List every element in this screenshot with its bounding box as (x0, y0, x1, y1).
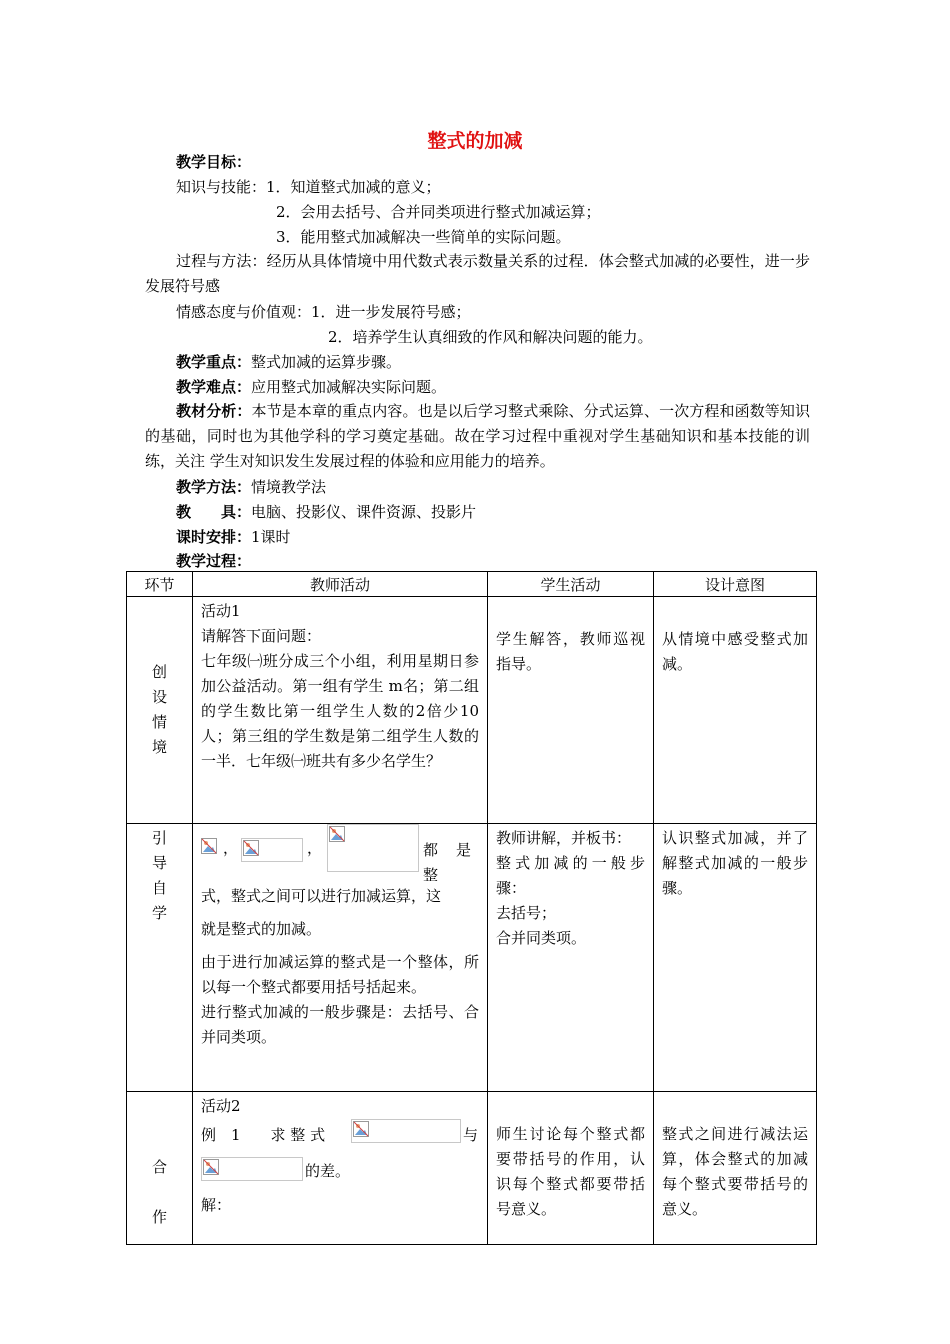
header-stage: 环节 (127, 572, 193, 597)
student-activity-cell: 学生解答，教师巡视指导。 (488, 597, 654, 824)
stage-char: 合 (151, 1158, 167, 1176)
analysis-paragraph: 教材分析：本节是本章的重点内容。也是以后学习整式乘除、分式运算、一次方程和函数等知识的基础，同时也为其他学科的学习奠定基础。故在学习过程中重视对学生基础知识和基本技能的训练，关注 学生对知识发生发展过程的体验和应用能力的培养。 (145, 402, 810, 470)
stage-cell (127, 597, 193, 824)
schedule: 课时安排：1课时 (176, 528, 291, 546)
expression-text: 都是整 (423, 841, 479, 884)
teacher-text: 式，整式之间可以进行加减运算，这 (201, 887, 442, 905)
student-text: 合并同类项。 (496, 929, 587, 947)
teacher-text: 由于进行加减运算的整式是一个整体，所以每一个整式都要用括号括起来。 (201, 953, 479, 996)
table-header-row (127, 572, 817, 597)
activity-title: 活动1 (201, 602, 241, 620)
stage-char: 设 (151, 688, 167, 706)
teacher-text: 就是整式的加减。 (201, 920, 322, 938)
stage-char: 作 (151, 1208, 167, 1226)
emotion-line-2: 2．培养学生认真细致的作风和解决问题的能力。 (328, 328, 653, 346)
activity-title: 活动2 (201, 1097, 241, 1115)
difficulty: 教学难点：应用整式加减解决实际问题。 (176, 378, 447, 396)
table-row (127, 597, 817, 824)
separator: ， (223, 839, 239, 857)
table-row (127, 1092, 817, 1245)
stage-char: 境 (151, 738, 167, 756)
image-placeholder-icon (351, 1119, 461, 1143)
example-text: 例 1 求 整 式 (201, 1126, 326, 1144)
key-point: 教学重点：整式加减的运算步骤。 (176, 353, 402, 371)
lesson-table (126, 571, 817, 1245)
header-intent: 设计意图 (654, 572, 817, 597)
design-intent-cell: 整式之间进行减法运算，体会整式的加减每个整式要带括号的意义。 (654, 1092, 817, 1245)
student-activity-cell (488, 824, 654, 1092)
stage-cell (127, 824, 193, 1092)
teacher-activity-cell (193, 597, 488, 824)
design-intent-cell: 认识整式加减，并了解整式加减的一般步骤。 (654, 824, 817, 1092)
knowledge-line-1: 知识与技能：1．知道整式加减的意义； (176, 178, 441, 196)
objectives-heading: 教学目标： (176, 153, 252, 171)
knowledge-line-3: 3．能用整式加减解决一些简单的实际问题。 (276, 228, 571, 246)
separator: ， (307, 839, 323, 857)
example-line (201, 1119, 479, 1149)
example-text: 与 (463, 1126, 479, 1144)
activity-body: 七年级㈠班分成三个小组，利用星期日参加公益活动。第一组有学生 m名；第二组的学生数比第一组学生人数的2倍少10人；第三组的学生数是第二组学生人数的一半．七年级㈠班共有多少名学生？ (201, 652, 479, 770)
teacher-activity-cell (193, 824, 488, 1092)
student-text: 去括号； (496, 904, 557, 922)
teacher-activity-cell (193, 1092, 488, 1245)
stage-char: 自 (151, 879, 167, 897)
header-student: 学生活动 (488, 572, 654, 597)
design-intent-cell: 从情境中感受整式加减。 (654, 597, 817, 824)
header-teacher: 教师活动 (193, 572, 488, 597)
emotion-line-1: 情感态度与价值观：1．进一步发展符号感； (176, 303, 471, 321)
tools: 教 具：电脑、投影仪、课件资源、投影片 (176, 503, 477, 521)
teacher-text: 进行整式加减的一般步骤是：去括号、合并同类项。 (201, 1003, 479, 1046)
stage-char: 导 (151, 854, 167, 872)
stage-char: 引 (151, 829, 167, 847)
activity-question: 请解答下面问题： (201, 627, 322, 645)
table-row (127, 824, 817, 1092)
student-activity-cell: 师生讨论每个整式都要带括号的作用，认识每个整式都要带括号意义。 (488, 1092, 654, 1245)
example-line (201, 1149, 479, 1183)
stage-char: 创 (151, 663, 167, 681)
student-text: 教师讲解，并板书： (496, 829, 632, 847)
image-placeholder-icon (327, 824, 419, 872)
image-placeholder-icon (241, 838, 303, 862)
process-heading: 教学过程： (176, 552, 252, 570)
knowledge-line-2: 2．会用去括号、合并同类项进行整式加减运算； (276, 203, 601, 221)
stage-char: 情 (151, 713, 167, 731)
stage-char: 学 (151, 904, 167, 922)
image-placeholder-icon (201, 1157, 303, 1181)
example-text: 的差。 (305, 1162, 351, 1180)
expression-line (201, 826, 479, 884)
student-text: 整式加减的一般步骤： (496, 854, 645, 897)
stage-cell (127, 1092, 193, 1245)
solution-label: 解： (201, 1196, 232, 1214)
page-title: 整式的加减 (427, 130, 523, 152)
image-placeholder-icon (201, 838, 219, 860)
method: 教学方法：情境教学法 (176, 478, 327, 496)
process-paragraph: 过程与方法：经历从具体情境中用代数式表示数量关系的过程．体会整式加减的必要性，进一步发展符号感 (145, 252, 810, 295)
